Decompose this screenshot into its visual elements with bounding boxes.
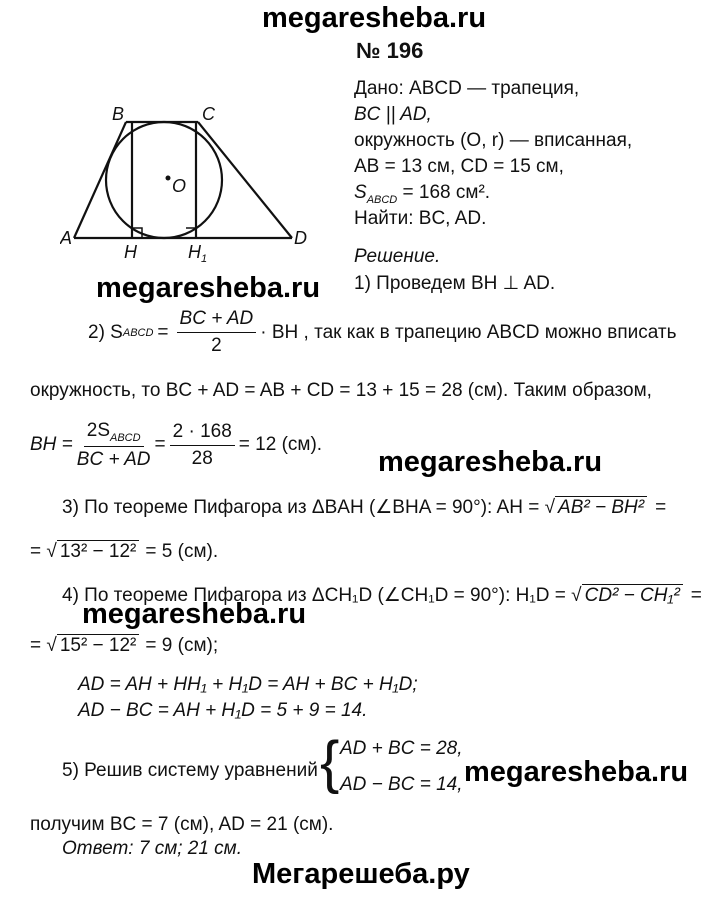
answer-line: Ответ: 7 см; 21 см.: [62, 838, 242, 859]
inscribed-circle: [106, 122, 222, 238]
label-c: C: [202, 104, 215, 124]
side-cd: [198, 122, 292, 238]
given-line-2: BC || AD,: [354, 104, 432, 125]
label-a: A: [60, 228, 73, 248]
step-1: 1) Проведем BH ⊥ AD.: [354, 273, 556, 294]
watermark-top: megaresheba.ru: [262, 2, 487, 34]
label-b: B: [112, 104, 125, 124]
given-line-3: окружность (O, r) — вписанная,: [354, 130, 633, 151]
label-d: D: [294, 228, 307, 248]
step-2-line-2: окружность, то BC + AD = AB + CD = 13 + 15 = 28 (см). Таким образом,: [30, 380, 652, 401]
step-4: 4) По теореме Пифагора из ΔCH₁D (∠CH₁D = 90°): H₁D = √ CD² − CH₁² =: [62, 584, 702, 606]
given-line-1: Дано: ABCD — трапеция,: [354, 78, 580, 99]
watermark-mid-1: megaresheba.ru: [96, 272, 321, 304]
step-2-formula: 2) S ABCD = $\frac{BC + AD}{2}$ · BH , так как в трапецию ABCD можно вписать: [88, 308, 677, 356]
label-o: O: [172, 176, 187, 196]
step-3: 3) По теореме Пифагора из ΔBAH (∠BHA = 90°): AH = √ AB² − BH² =: [62, 496, 667, 518]
system-eq-2: AD − BC = 14,: [340, 774, 463, 795]
given-line-6: Найти: BC, AD.: [354, 208, 487, 229]
watermark-mid-3: megaresheba.ru: [82, 598, 307, 630]
problem-number: № 196: [356, 38, 424, 63]
label-h: H: [124, 242, 137, 262]
watermark-mid-4: megaresheba.ru: [464, 756, 689, 788]
system-brace: {: [320, 730, 340, 795]
label-h1-sub: 1: [201, 253, 208, 265]
system-eq-1: AD + BC = 28,: [340, 738, 463, 759]
center-point: [166, 176, 171, 181]
step-3-line-2: = √ 13² − 12² = 5 (см).: [30, 540, 219, 562]
side-ab: [74, 122, 126, 238]
given-line-4: AB = 13 см, CD = 15 см,: [354, 156, 564, 177]
solution-heading: Решение.: [354, 246, 441, 267]
given-line-5: $S_{ABCD} = 168$ см².: [354, 182, 491, 206]
watermark-bottom: Мегарешеба.ру: [252, 858, 470, 890]
result-line: получим BC = 7 (см), AD = 21 (см).: [30, 814, 334, 835]
bh-formula: BH = $\frac{2S_{ABCD}}{BC + AD}$ = $\frac{2 \cdot 168}{28}$ = 12 (см).: [30, 420, 323, 470]
watermark-mid-2: megaresheba.ru: [378, 446, 603, 478]
label-h1: H: [188, 242, 201, 262]
step-4-line-4: AD − BC = AH + H₁D = 5 + 9 = 14.: [78, 700, 368, 721]
step-4-line-3: AD = AH + HH₁ + H₁D = AH + BC + H₁D;: [78, 674, 418, 695]
step-4-line-2: = √ 15² − 12² = 9 (см);: [30, 634, 219, 656]
step-5: 5) Решив систему уравнений: [62, 760, 318, 781]
trapezoid-figure: [60, 104, 320, 274]
